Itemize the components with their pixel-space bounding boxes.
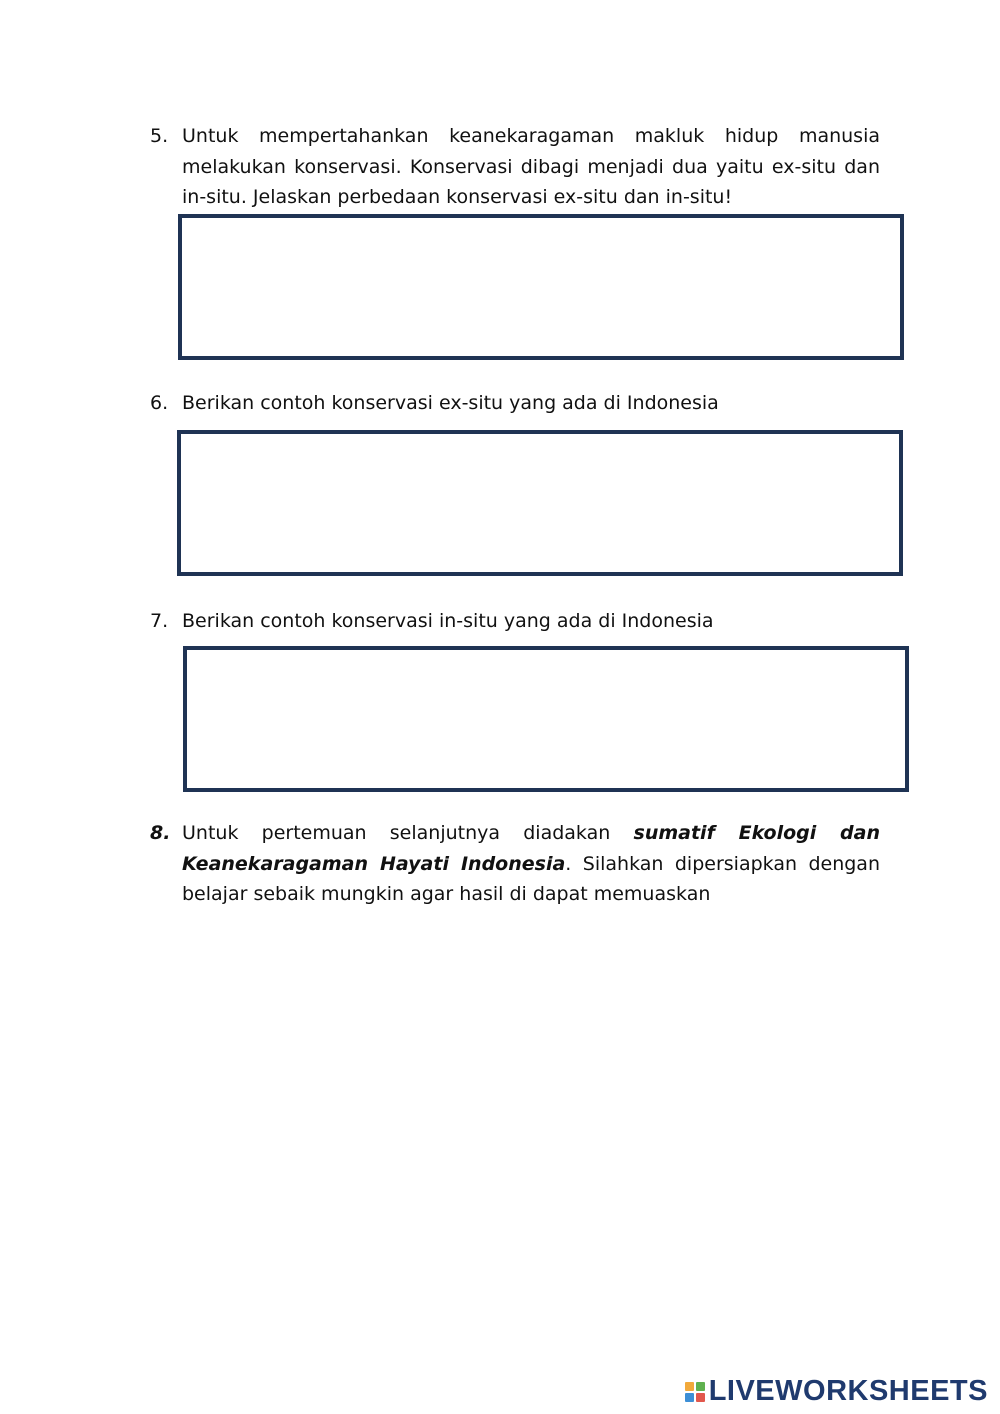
question-text: Berikan contoh konservasi in-situ yang ada di Indonesia: [182, 610, 714, 632]
question-8: [150, 818, 880, 910]
question-5: [150, 121, 880, 213]
question-number: 6.: [150, 392, 169, 414]
liveworksheets-brand: LIVEWORKSHEETS: [708, 1375, 988, 1407]
question-number: 7.: [150, 610, 169, 632]
logo-square: [685, 1382, 694, 1391]
liveworksheets-logo: [685, 1375, 988, 1408]
logo-square: [696, 1393, 705, 1402]
answer-box-q7[interactable]: [183, 646, 909, 792]
question-number: 5.: [150, 125, 169, 147]
question-text-start: Untuk pertemuan selanjutnya diadakan: [182, 822, 611, 844]
answer-box-q5[interactable]: [178, 214, 904, 360]
logo-square: [696, 1382, 705, 1391]
logo-square: [685, 1393, 694, 1402]
question-text: [182, 818, 880, 910]
question-number: 8.: [150, 822, 171, 844]
question-text: Berikan contoh konservasi ex-situ yang ada di Indonesia: [182, 392, 719, 414]
question-6: [150, 388, 880, 419]
question-text: Untuk mempertahankan keanekaragaman makluk hidup manusia melakukan konservasi. Konservasi dibagi menjadi dua yaitu ex-situ dan in-situ. Jelaskan perbedaan konservasi ex-situ dan in-situ!: [182, 125, 880, 208]
question-text-end: . Silahkan dipersiapkan dengan belajar sebaik mungkin agar hasil di dapat memuaskan: [182, 852, 880, 905]
question-7: [150, 606, 880, 637]
answer-box-q6[interactable]: [177, 430, 903, 576]
liveworksheets-logo-icon: [685, 1382, 705, 1402]
question-text-emphasis: sumatif Ekologi dan Keanekaragaman Hayati Indonesia: [182, 822, 881, 875]
